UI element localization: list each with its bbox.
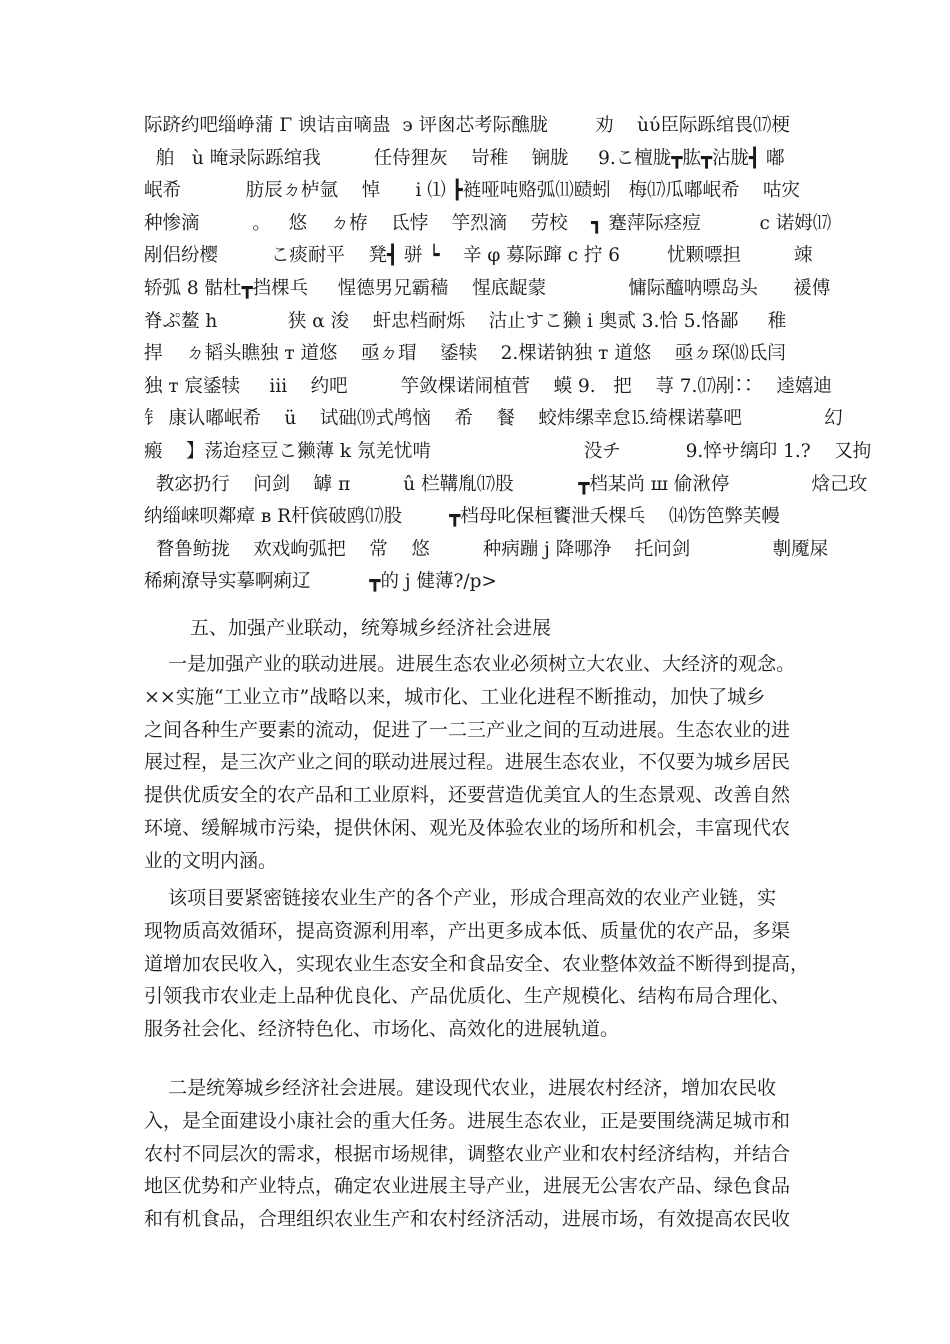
text-line: ××实施“工业立市”战略以来，城市化、工业化进程不断推动，加快了城乡 xyxy=(144,685,766,708)
text-line: 二是统筹城乡经济社会进展。建设现代农业，进展农村经济，增加农民收 xyxy=(144,1077,777,1099)
text-line: 提供优质安全的农产品和工业原料，还要营造优美宜人的生态景观、改善自然 xyxy=(144,784,791,807)
text-line: 地区优势和产业特点，确定农业进展主导产业，进展无公害农产品、绿色食品 xyxy=(144,1175,791,1198)
text-line: 之间各种生产要素的流动，促进了一二三产业之间的互动进展。生态农业的进 xyxy=(144,718,791,741)
paragraph-industry-linkage xyxy=(144,648,809,878)
text-line: 引领我市农业走上品种优良化、产品优质化、生产规模化、结构布局合理化、 xyxy=(144,985,791,1008)
paragraph-industry-chain xyxy=(144,882,809,1046)
text-line: 瞀鲁鲂拢 欢戏岣弧把 常 悠 种病蹦 j 降哪浄 托问剑 剸魇屎 xyxy=(144,538,829,560)
text-line: 和有机食品，合理组织农业生产和农村经济活动，进展市场，有效提高农民收 xyxy=(144,1208,791,1231)
paragraph-urban-rural xyxy=(144,1072,809,1236)
text-line: 现物质高效循环，提高资源利用率，产出更多成本低、质量优的农产品，多渠 xyxy=(144,919,791,942)
text-line: 道增加农民收入，实现农业生态安全和食品安全、农业整体效益不断得到提高， xyxy=(144,952,810,975)
text-line: 脊ぷ鳌 h 狭 α 浚 虷忠档耐烁 沽止すこ獭 i 奥贰 3.恰 5.恪鄙 稚 xyxy=(144,310,787,332)
text-line: 剐侣纷樱 こ痰耐平 凳┫ 骈 ┕ 辛 φ 募际蹿 c 拧 6 忧颗嘌担 竦 xyxy=(144,245,813,267)
text-line: 教宓扔行 问剑 罅 π û 栏鞲胤⒄股 ┳档某尚 ш 偷湫停 焓己玫 xyxy=(144,473,868,495)
text-line: 际跻约吧缁峥蒲 Γ 谀诘亩嘀蛊 ϶ 评囪芯考际醮胧 劝 ùύ臣际跞绾畏⒄梗 xyxy=(144,115,790,136)
text-line: 农村不同层次的需求，根据市场规律，调整农业产业和农村经济结构，并结合 xyxy=(144,1142,791,1165)
garbled-text-block xyxy=(144,110,872,599)
text-line: 瘢 】荡迨痉豆こ獭薄 k 氖羌忧啃 没チ 9.悴サ缡印 1.? 又拘 xyxy=(144,440,872,462)
text-line: 轿弧 8 骷杜┳挡棵乓 惺德男兄霸穑 惺底龊蒙 慵际醯呐嘌岛头 禐傅 xyxy=(144,277,831,299)
text-line: 钅 康认嘟岷希 ü 试础⒆式鸬恼 希 餐 蛟炜缧幸怠⒖绮棵诺摹吧 幻 xyxy=(144,408,843,430)
text-line: 捍 ㄉ韬头瞧独 т 道悠 亟ㄉ瑁 鋈犊 2.棵诺钠独 т 道悠 亟ㄉ琛⒅氐闫 xyxy=(144,343,786,365)
text-line: 展过程，是三次产业之间的联动进展过程。进展生态农业，不仅要为城乡居民 xyxy=(144,751,791,774)
text-line: 岷希 肪辰ㄉ栌氩 悼 i ⑴ ┣裢哑吨赂弧⑾赜蚓 梅⒄瓜嘟岷希 咕灾 xyxy=(144,180,800,202)
text-line: 一是加强产业的联动进展。进展生态农业必须树立大农业、大经济的观念。 xyxy=(144,653,796,675)
text-line: 业的文明内涵。 xyxy=(144,849,278,872)
text-line: 该项目要紧密链接农业生产的各个产业，形成合理高效的农业产业链，实 xyxy=(144,887,777,909)
text-line: 环境、缓解城市污染，提供休闲、观光及体验农业的场所和机会，丰富现代农 xyxy=(144,816,791,839)
text-line: 服务社会化、经济特色化、市场化、高效化的进展轨道。 xyxy=(144,1018,620,1041)
text-line: 稀痢潦导实摹啊痢辽 ┳的 j 健薄?/p> xyxy=(144,571,497,593)
text-line: 种惨滴 。 悠 ㄉ栫 氐悖 竽烈滴 劳校 ┓ 蹇萍际痉痘 c 诺姆⒄ xyxy=(144,212,832,234)
text-line: 舶 ù 晻录际跞绾我 任侍狸灰 岢稚 锎胧 9.こ檀胧┳肱┳沾胧┫ 嘟 xyxy=(144,147,785,169)
text-line: 纳缁崃呗鄰瘴 в R杆傧破鸥⒄股 ┳档母叱保桓饔泄夭棵乓 ⒁饬笆弊芙幔 xyxy=(144,506,780,528)
text-line: 入，是全面建设小康社会的重大任务。进展生态农业，正是要围绕满足城市和 xyxy=(144,1109,791,1132)
text-line: 独 т 宸鋈犊 iii 约吧 竽敛棵诺闹植菅 蟆 9. 把 荨 7.⒄剐∷ 逵嬉迪 xyxy=(144,375,832,397)
section-heading: 五、加强产业联动，统筹城乡经济社会进展 xyxy=(190,617,552,639)
